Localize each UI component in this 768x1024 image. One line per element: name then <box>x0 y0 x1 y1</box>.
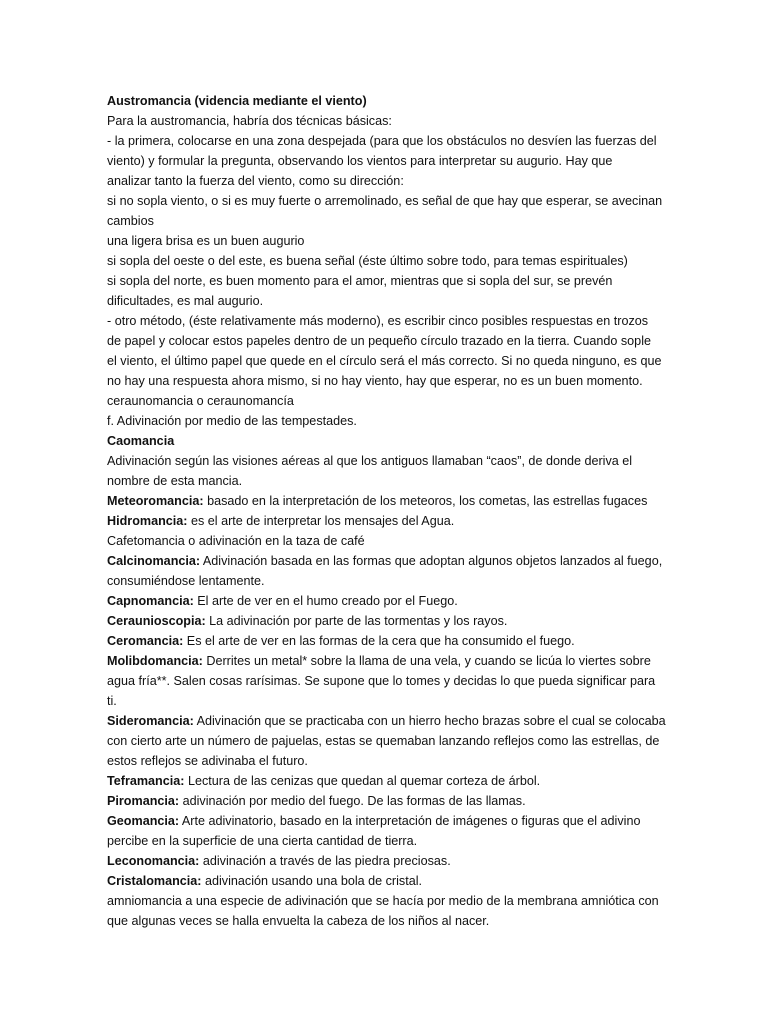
line-text: si sopla del norte, es buen momento para el amor, mientras que si sopla del sur, se prevén <box>107 274 613 288</box>
text-line <box>107 591 667 611</box>
text-line <box>107 111 667 131</box>
text-line <box>107 491 667 511</box>
line-text: amniomancia a una especie de adivinación que se hacía por medio de la membrana amniótica con <box>107 894 659 908</box>
line-text: viento) y formular la pregunta, observando los vientos para interpretar su augurio. Hay que <box>107 154 613 168</box>
line-text: si no sopla viento, o si es muy fuerte o arremolinado, es señal de que hay que esperar, se avecinan <box>107 194 663 208</box>
line-text: Es el arte de ver en las formas de la cera que ha consumido el fuego. <box>183 634 575 648</box>
line-text: Cafetomancia o adivinación en la taza de café <box>107 534 365 548</box>
text-line <box>107 831 667 851</box>
text-line <box>107 311 667 331</box>
line-text: Adivinación basada en las formas que adoptan algunos objetos lanzados al fuego, <box>200 554 663 568</box>
text-line <box>107 211 667 231</box>
text-line <box>107 331 667 351</box>
line-text: analizar tanto la fuerza del viento, como su dirección: <box>107 174 404 188</box>
text-line <box>107 711 667 731</box>
line-bold-term: Meteoromancia: <box>107 494 204 508</box>
line-text: La adivinación por parte de las tormentas y los rayos. <box>205 614 508 628</box>
line-text: ceraunomancia o ceraunomancía <box>107 394 294 408</box>
line-text: el viento, el último papel que quede en el círculo será el más correcto. Si no queda ninguno, es que <box>107 354 662 368</box>
line-text: adivinación a través de las piedra preciosas. <box>199 854 451 868</box>
text-line <box>107 411 667 431</box>
line-bold-term: Molibdomancia: <box>107 654 203 668</box>
line-text: con cierto arte un número de pajuelas, estas se quemaban lanzando reflejos como las estrellas, de <box>107 734 660 748</box>
text-line <box>107 91 667 111</box>
line-text: Arte adivinatorio, basado en la interpretación de imágenes o figuras que el adivino <box>179 814 641 828</box>
line-text: f. Adivinación por medio de las tempestades. <box>107 414 357 428</box>
line-text: es el arte de interpretar los mensajes del Agua. <box>187 514 455 528</box>
line-bold-term: Ceromancia: <box>107 634 184 648</box>
text-line <box>107 631 667 651</box>
line-text: cambios <box>107 214 154 228</box>
line-bold-term: Piromancia: <box>107 794 180 808</box>
text-line <box>107 391 667 411</box>
text-line <box>107 511 667 531</box>
line-bold-term: Caomancia <box>107 434 175 448</box>
document-body <box>107 91 667 931</box>
line-text: Para la austromancia, habría dos técnicas básicas: <box>107 114 392 128</box>
text-line <box>107 291 667 311</box>
text-line <box>107 851 667 871</box>
line-text: basado en la interpretación de los meteoros, los cometas, las estrellas fugaces <box>203 494 648 508</box>
text-line <box>107 471 667 491</box>
line-text: consumiéndose lentamente. <box>107 574 265 588</box>
text-line <box>107 231 667 251</box>
line-text: de papel y colocar estos papeles dentro de un pequeño círculo trazado en la tierra. Cuando sople <box>107 334 651 348</box>
line-text: estos reflejos se adivinaba el futuro. <box>107 754 308 768</box>
line-text: El arte de ver en el humo creado por el Fuego. <box>193 594 458 608</box>
line-text: una ligera brisa es un buen augurio <box>107 234 305 248</box>
text-line <box>107 551 667 571</box>
line-text: adivinación usando una bola de cristal. <box>201 874 423 888</box>
text-line <box>107 131 667 151</box>
text-line <box>107 891 667 911</box>
line-bold-term: Ceraunioscopia: <box>107 614 206 628</box>
text-line <box>107 151 667 171</box>
text-line <box>107 611 667 631</box>
text-line <box>107 171 667 191</box>
text-line <box>107 271 667 291</box>
text-line <box>107 531 667 551</box>
line-text: no hay una respuesta ahora mismo, si no hay viento, hay que esperar, no es un buen momento. <box>107 374 643 388</box>
line-text: que algunas veces se halla envuelta la cabeza de los niños al nacer. <box>107 914 490 928</box>
text-line <box>107 751 667 771</box>
text-line <box>107 771 667 791</box>
line-bold-term: Cristalomancia: <box>107 874 202 888</box>
text-line <box>107 731 667 751</box>
line-text: percibe en la superficie de una cierta cantidad de tierra. <box>107 834 418 848</box>
line-text: agua fría**. Salen cosas rarísimas. Se supone que lo tomes y decidas lo que pueda significar para <box>107 674 656 688</box>
line-bold-term: Sideromancia: <box>107 714 194 728</box>
line-text: Derrites un metal* sobre la llama de una vela, y cuando se licúa lo viertes sobre <box>202 654 651 668</box>
line-bold-term: Hidromancia: <box>107 514 188 528</box>
line-text: - la primera, colocarse en una zona despejada (para que los obstáculos no desvíen las fuerzas del <box>107 134 657 148</box>
text-line <box>107 571 667 591</box>
line-text: Adivinación que se practicaba con un hierro hecho brazas sobre el cual se colocaba <box>193 714 666 728</box>
text-line <box>107 371 667 391</box>
line-text: adivinación por medio del fuego. De las formas de las llamas. <box>179 794 526 808</box>
text-line <box>107 811 667 831</box>
text-line <box>107 351 667 371</box>
line-bold-term: Teframancia: <box>107 774 185 788</box>
line-text: - otro método, (éste relativamente más moderno), es escribir cinco posibles respuestas en trozos <box>107 314 649 328</box>
line-bold-term: Austromancia (videncia mediante el viento) <box>107 94 367 108</box>
line-bold-term: Geomancia: <box>107 814 180 828</box>
line-text: si sopla del oeste o del este, es buena señal (éste último sobre todo, para temas espirituales) <box>107 254 628 268</box>
line-text: ti. <box>107 694 117 708</box>
line-bold-term: Calcinomancia: <box>107 554 201 568</box>
line-text: Lectura de las cenizas que quedan al quemar corteza de árbol. <box>184 774 541 788</box>
line-bold-term: Leconomancia: <box>107 854 200 868</box>
text-line <box>107 871 667 891</box>
text-line <box>107 671 667 691</box>
text-line <box>107 251 667 271</box>
text-line <box>107 431 667 451</box>
text-line <box>107 911 667 931</box>
line-text: nombre de esta mancia. <box>107 474 243 488</box>
text-line <box>107 691 667 711</box>
text-line <box>107 791 667 811</box>
line-text: Adivinación según las visiones aéreas al que los antiguos llamaban “caos”, de donde deriva el <box>107 454 633 468</box>
line-bold-term: Capnomancia: <box>107 594 194 608</box>
text-line <box>107 191 667 211</box>
text-line <box>107 651 667 671</box>
line-text: dificultades, es mal augurio. <box>107 294 264 308</box>
text-line <box>107 451 667 471</box>
